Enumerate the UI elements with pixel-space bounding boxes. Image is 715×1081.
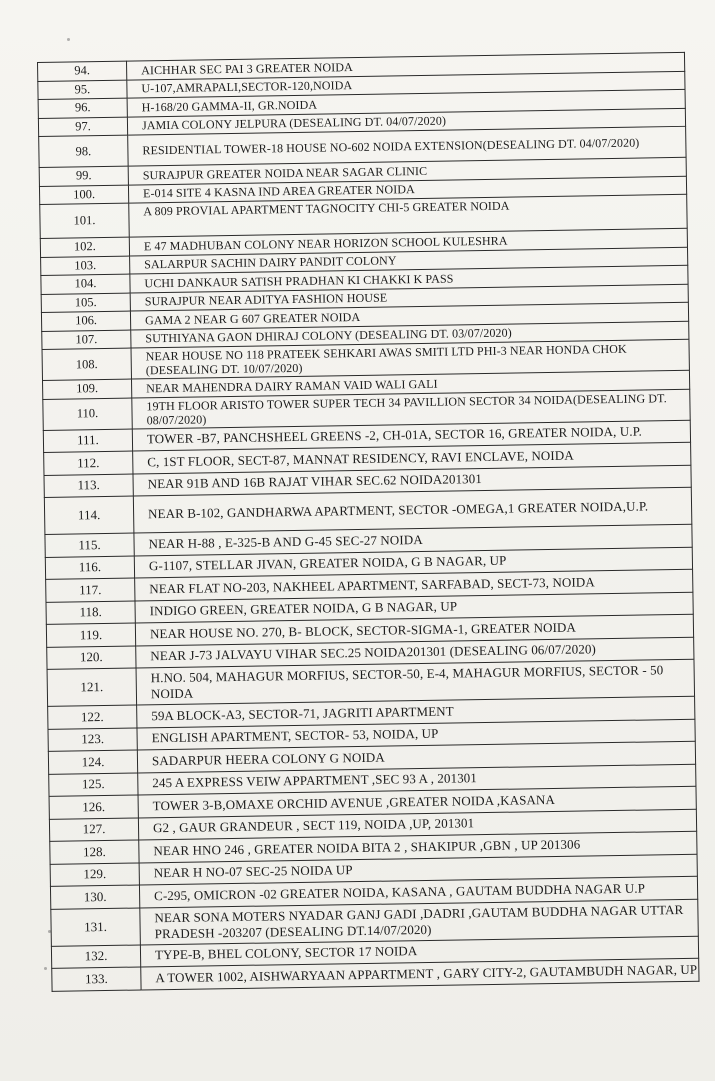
serial-number: 114. — [44, 496, 134, 534]
address-table — [37, 52, 700, 992]
scan-speck — [44, 967, 47, 970]
address-cell: G2 , GAUR GRANDEUR , SECT 119, NOIDA ,UP, 201301 — [138, 809, 696, 840]
serial-number: 101. — [40, 203, 130, 238]
address-cell: ENGLISH APARTMENT, SECTOR- 53, NOIDA, UP — [137, 719, 695, 750]
address-cell: NEAR 91B AND 16B RAJAT VIHAR SEC.62 NOIDA201301 — [133, 465, 691, 496]
address-cell: SALARPUR SACHIN DAIRY PANDIT COLONY — [130, 247, 688, 274]
serial-number: 107. — [42, 330, 131, 350]
serial-number: 127. — [49, 818, 138, 842]
serial-number: 95. — [38, 80, 127, 100]
address-cell: E-014 SITE 4 KASNA IND AREA GREATER NOIDA — [128, 176, 686, 203]
address-cell: A 809 PROVIAL APARTMENT TAGNOCITY CHI-5 GREATER NOIDA — [129, 194, 687, 237]
serial-number: 121. — [47, 668, 137, 706]
serial-number: 110. — [43, 398, 132, 430]
address-cell: 245 A EXPRESS VEIW APPARTMENT ,SEC 93 A , 201301 — [138, 764, 696, 795]
serial-number: 128. — [50, 840, 139, 864]
serial-number: 106. — [41, 311, 130, 331]
serial-number: 100. — [39, 185, 128, 205]
serial-number: 125. — [49, 773, 138, 797]
address-cell: JAMIA COLONY JELPURA (DESEALING DT. 04/07/2020) — [127, 108, 685, 135]
serial-number: 132. — [51, 944, 140, 968]
scan-speck — [67, 38, 70, 41]
serial-number: 105. — [41, 293, 130, 313]
address-cell: NEAR FLAT NO-203, NAKHEEL APARTMENT, SARFABAD, SECT-73, NOIDA — [135, 569, 693, 600]
address-cell: C-295, OMICRON -02 GREATER NOIDA, KASANA , GAUTAM BUDDHA NAGAR U.P — [139, 876, 697, 907]
serial-number: 104. — [41, 274, 130, 294]
address-cell: NEAR B-102, GANDHARWA APARTMENT, SECTOR -OMEGA,1 GREATER NOIDA,U.P. — [133, 487, 692, 533]
serial-number: 119. — [46, 623, 135, 647]
address-cell: SURAJPUR GREATER NOIDA NEAR SAGAR CLINIC — [128, 157, 686, 184]
address-cell: NEAR HOUSE NO 118 PRATEEK SEHKARI AWAS SMITI LTD PHI-3 NEAR HONDA CHOK (DESEALING DT. 10/07/2020) — [131, 339, 689, 379]
serial-number: 126. — [49, 795, 138, 819]
serial-number: 123. — [48, 728, 137, 752]
serial-number: 99. — [39, 166, 128, 186]
serial-number: 122. — [48, 705, 137, 729]
address-cell: AICHHAR SEC PAI 3 GREATER NOIDA — [126, 52, 684, 79]
address-cell: SUTHIYANA GAON DHIRAJ COLONY (DESEALING DT. 03/07/2020) — [131, 321, 689, 348]
address-cell: TOWER 3-B,OMAXE ORCHID AVENUE ,GREATER NOIDA ,KASANA — [138, 786, 696, 817]
address-cell: RESIDENTIAL TOWER-18 HOUSE NO-602 NOIDA EXTENSION(DESEALING DT. 04/07/2020) — [128, 126, 686, 166]
serial-number: 94. — [38, 61, 127, 81]
address-cell: NEAR SONA MOTERS NYADAR GANJ GADI ,DADRI ,GAUTAM BUDDHA NAGAR UTTAR PRADESH -203207 (DESEALING DT.14/07/2020) — [140, 899, 699, 945]
serial-number: 98. — [39, 135, 128, 167]
address-cell: NEAR HOUSE NO. 270, B- BLOCK, SECTOR-SIGMA-1, GREATER NOIDA — [135, 614, 693, 645]
serial-number: 130. — [50, 885, 139, 909]
serial-number: 112. — [44, 451, 133, 475]
address-cell: NEAR HNO 246 , GREATER NOIDA BITA 2 , SHAKIPUR ,GBN , UP 201306 — [139, 831, 697, 862]
address-cell: NEAR J-73 JALVAYU VIHAR SEC.25 NOIDA201301 (DESEALING 06/07/2020) — [136, 637, 694, 668]
address-cell: SADARPUR HEERA COLONY G NOIDA — [137, 741, 695, 772]
address-cell: INDIGO GREEN, GREATER NOIDA, G B NAGAR, UP — [135, 592, 693, 623]
serial-number: 131. — [51, 907, 141, 945]
serial-number: 124. — [48, 750, 137, 774]
address-cell: NEAR MAHENDRA DAIRY RAMAN VAID WALI GALI — [131, 370, 689, 397]
serial-number: 108. — [42, 348, 131, 380]
serial-number: 115. — [45, 533, 134, 557]
address-cell: GAMA 2 NEAR G 607 GREATER NOIDA — [130, 302, 688, 329]
address-cell: UCHI DANKAUR SATISH PRADHAN KI CHAKKI K PASS — [130, 265, 688, 292]
serial-number: 103. — [41, 256, 130, 276]
serial-number: 133. — [52, 967, 141, 991]
address-cell: NEAR H NO-07 SEC-25 NOIDA UP — [139, 854, 697, 885]
address-cell: NEAR H-88 , E-325-B AND G-45 SEC-27 NOIDA — [134, 524, 692, 555]
serial-number: 102. — [40, 237, 129, 257]
address-cell: TYPE-B, BHEL COLONY, SECTOR 17 NOIDA — [140, 936, 698, 967]
serial-number: 117. — [46, 578, 135, 602]
serial-number: 109. — [43, 379, 132, 399]
address-cell: SURAJPUR NEAR ADITYA FASHION HOUSE — [130, 284, 688, 311]
address-cell: H.NO. 504, MAHAGUR MORFIUS, SECTOR-50, E-4, MAHAGUR MORFIUS, SECTOR - 50 NOIDA — [136, 659, 695, 705]
serial-number: 96. — [38, 98, 127, 118]
address-cell: A TOWER 1002, AISHWARYAAN APPARTMENT , GARY CITY-2, GAUTAMBUDH NAGAR, UP — [141, 958, 699, 989]
address-cell: E 47 MADHUBAN COLONY NEAR HORIZON SCHOOL KULESHRA — [129, 228, 687, 255]
serial-number: 118. — [46, 601, 135, 625]
serial-number: 116. — [45, 556, 134, 580]
address-cell: U-107,AMRAPALI,SECTOR-120,NOIDA — [127, 71, 685, 98]
address-cell: G-1107, STELLAR JIVAN, GREATER NOIDA, G B NAGAR, UP — [134, 547, 692, 578]
serial-number: 113. — [44, 474, 133, 498]
serial-number: 97. — [38, 117, 127, 137]
serial-number: 120. — [47, 646, 136, 670]
address-cell: H-168/20 GAMMA-II, GR.NOIDA — [127, 89, 685, 116]
serial-number: 111. — [43, 429, 132, 453]
address-cell: 19TH FLOOR ARISTO TOWER SUPER TECH 34 PAVILLION SECTOR 34 NOIDA(DESEALING DT. 08/07/2020) — [132, 389, 690, 429]
address-cell: TOWER -B7, PANCHSHEEL GREENS -2, CH-01A, SECTOR 16, GREATER NOIDA, U.P. — [132, 420, 690, 451]
serial-number: 129. — [50, 862, 139, 886]
address-cell: 59A BLOCK-A3, SECTOR-71, JAGRITI APARTMENT — [137, 696, 695, 727]
address-cell: C, 1ST FLOOR, SECT-87, MANNAT RESIDENCY, RAVI ENCLAVE, NOIDA — [133, 442, 691, 473]
